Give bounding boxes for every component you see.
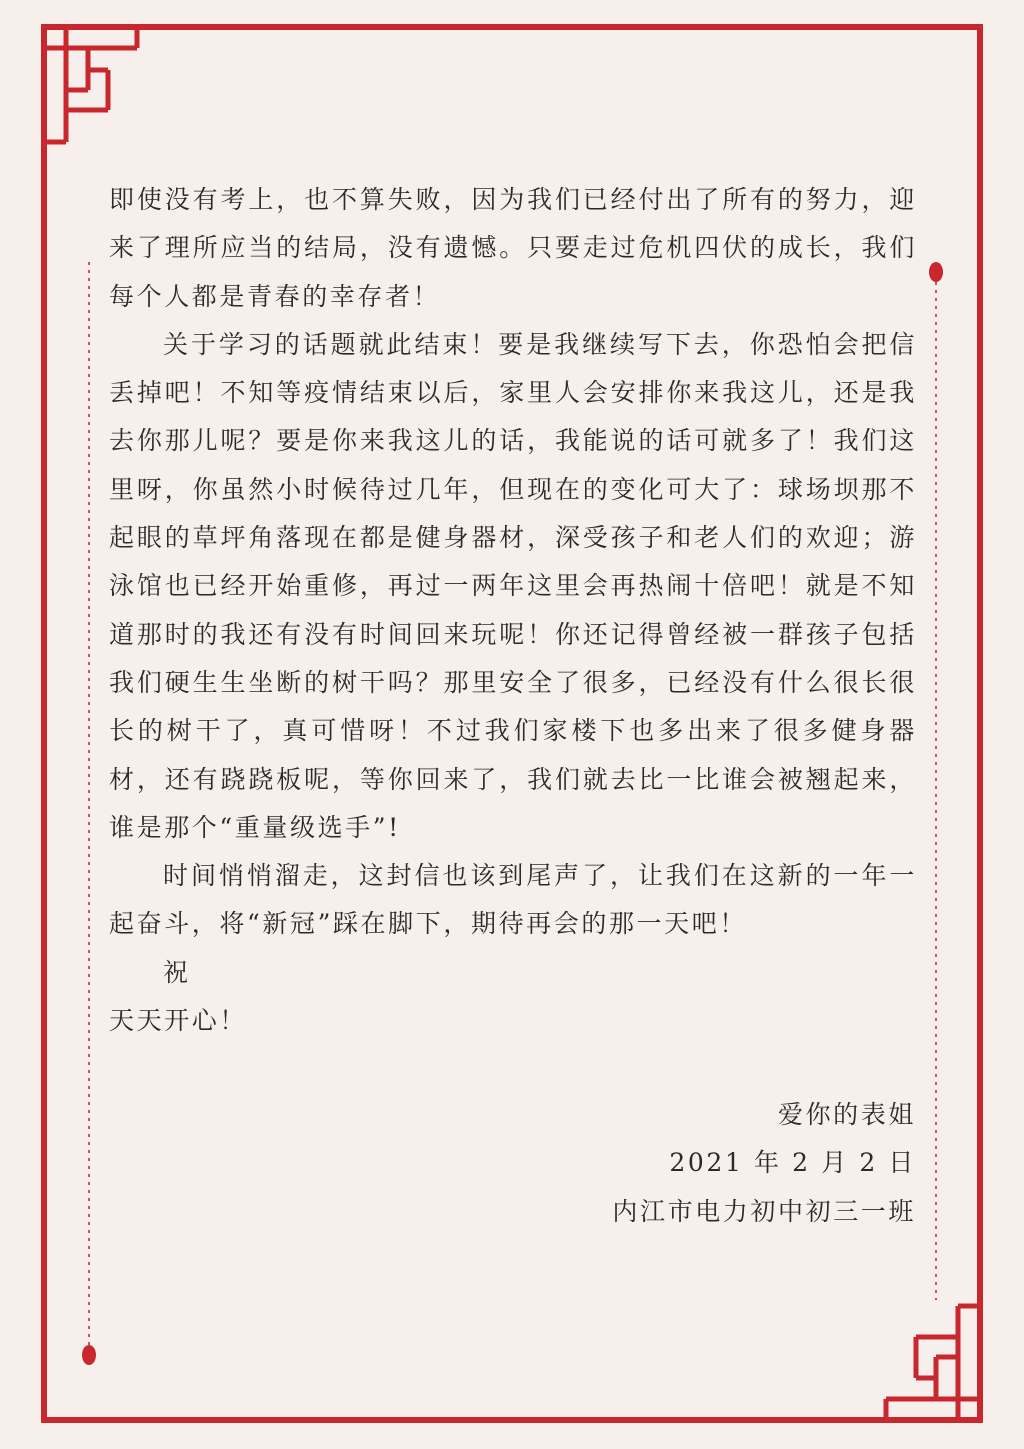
paragraph-3: 时间悄悄溜走，这封信也该到尾声了，让我们在这新的一年一起奋斗，将“新冠”踩在脚下，期待再会的那一天吧！ bbox=[109, 861, 917, 939]
paragraph-2: 关于学习的话题就此结束！要是我继续写下去，你恐怕会把信丢掉吧！不知等疫情结束以后，家里人会安排你来我这儿，还是我去你那儿呢？要是你来我这儿的话，我能说的话可就多了！我们这里呀，你虽然小时候待过几年，但现在的变化可大了：球场坝那不起眼的草坪角落现在都是健身器材，深受孩子和老人们的欢迎；游泳馆也已经开始重修，再过一两年这里会再热闹十倍吧！就是不知道那时的我还有没有时间回来玩呢！你还记得曾经被一群孩子包括我们硬生生坐断的树干吗？那里安全了很多，已经没有什么很长很长的树干了，真可惜呀！不过我们家楼下也多出来了很多健身器材，还有跷跷板呢，等你回来了，我们就去比一比谁会被翘起来，谁是那个“重量级选手”! bbox=[109, 329, 917, 842]
salutation: 祝 bbox=[163, 957, 191, 987]
sender-name: 爱你的表姐 bbox=[777, 1100, 916, 1129]
letter-body bbox=[109, 176, 917, 1045]
bead-right bbox=[929, 262, 943, 282]
wish: 天天开心！ bbox=[109, 1006, 248, 1036]
letter-date: 2021 年 2 月 2 日 bbox=[669, 1148, 916, 1178]
paragraph-1: 即使没有考上，也不算失败，因为我们已经付出了所有的努力，迎来了理所应当的结局，没有遗憾。只要走过危机四伏的成长，我们每个人都是青春的幸存者！ bbox=[109, 185, 917, 311]
corner-ornament-top-left bbox=[47, 30, 137, 142]
signature-block bbox=[612, 1091, 916, 1236]
corner-ornament-bottom-right bbox=[886, 1306, 977, 1417]
sender-school: 内江市电力初中初三一班 bbox=[612, 1196, 916, 1226]
bead-left bbox=[82, 1345, 96, 1365]
